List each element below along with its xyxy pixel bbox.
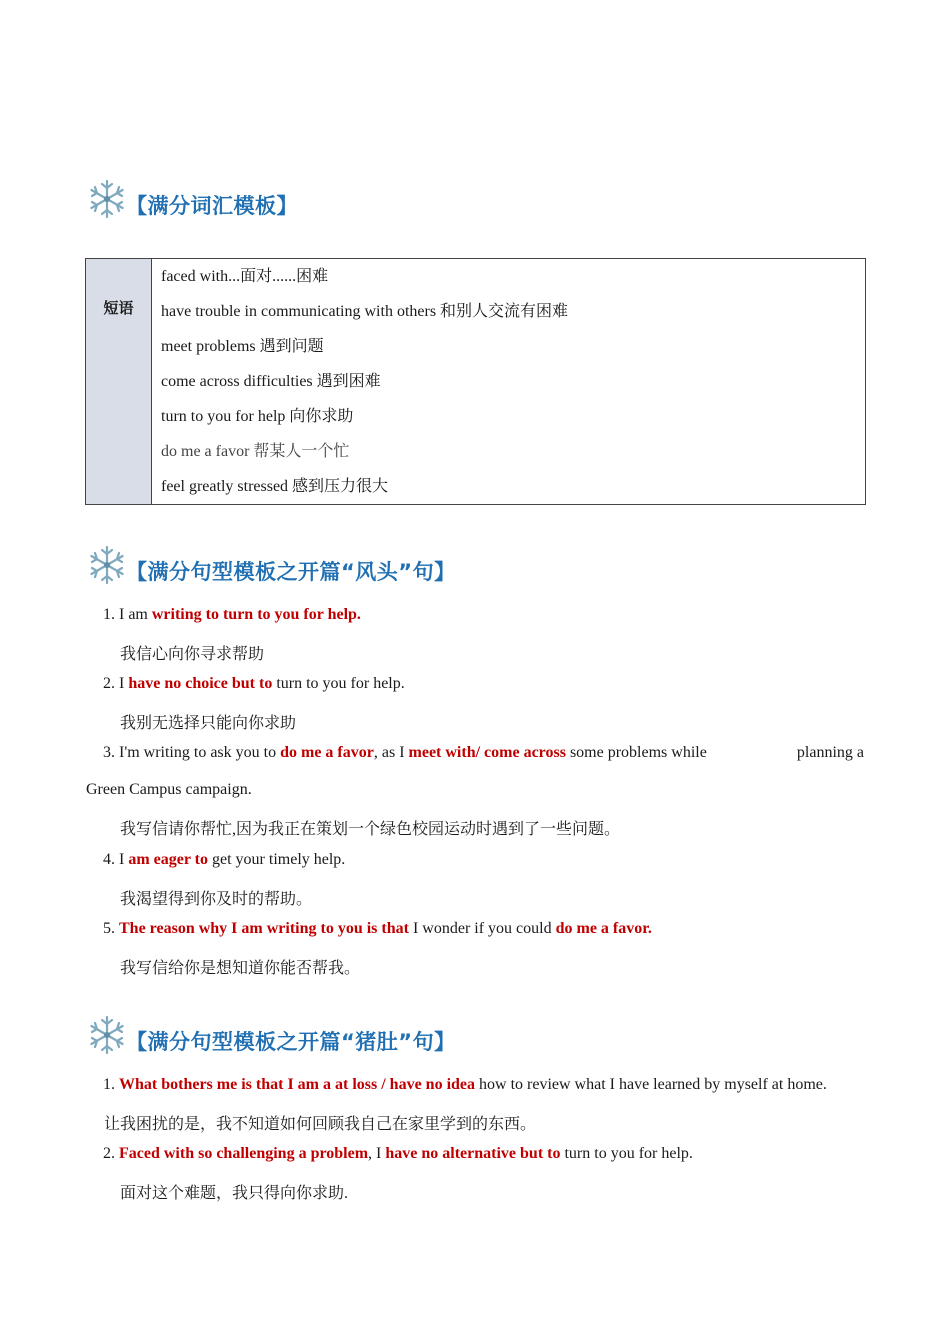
heading-text: 【满分句型模板之开篇“猪肚”句】 <box>126 1030 456 1054</box>
vocabulary-item: do me a favor 帮某人一个忙 <box>161 443 350 460</box>
plain-text: I'm writing to ask you to <box>119 744 281 761</box>
sentence-item <box>103 851 345 869</box>
plain-text: turn to you for help. <box>560 1145 693 1162</box>
plain-text: I <box>119 675 129 692</box>
vocabulary-item: turn to you for help 向你求助 <box>161 408 354 425</box>
vocabulary-label: 短语 <box>103 299 134 317</box>
sentence-item <box>103 920 652 938</box>
snowflake-icon <box>86 178 128 220</box>
translation: 我渴望得到你及时的帮助。 <box>120 891 313 908</box>
vocabulary-item: meet problems 遇到问题 <box>161 338 324 355</box>
item-number: 1. <box>103 1076 119 1093</box>
item-number: 2. <box>103 675 119 692</box>
section-heading-body-sentences <box>86 1012 456 1056</box>
sentence-item <box>103 1076 827 1094</box>
item-number: 3. <box>103 744 119 761</box>
plain-text: some problems while <box>565 744 707 761</box>
plain-text: , as I <box>373 744 409 761</box>
plain-text: I wonder if you could <box>408 920 556 937</box>
vocabulary-item: feel greatly stressed 感到压力很大 <box>161 478 389 495</box>
vocabulary-item: come across difficulties 遇到困难 <box>161 373 381 390</box>
highlight-phrase: writing to turn to you for help. <box>151 606 361 623</box>
highlight-phrase: do me a favor. <box>555 920 652 937</box>
highlight-phrase: am eager to <box>128 851 208 868</box>
translation: 我信心向你寻求帮助 <box>120 646 265 663</box>
sentence-continuation: Green Campus campaign. <box>86 781 252 798</box>
item-number: 1. <box>103 606 119 623</box>
item-number: 4. <box>103 851 119 868</box>
highlight-phrase: Faced with so challenging a problem <box>119 1145 369 1162</box>
vocabulary-table <box>85 258 866 505</box>
highlight-phrase: meet with/ come across <box>408 744 566 761</box>
section-heading-vocabulary <box>86 176 298 220</box>
translation: 我别无选择只能向你求助 <box>120 715 297 732</box>
vocabulary-item: faced with...面对......困难 <box>161 268 329 285</box>
item-number: 5. <box>103 920 119 937</box>
translation: 我写信给你是想知道你能否帮我。 <box>120 960 361 977</box>
plain-text: I am <box>119 606 152 623</box>
highlight-phrase: have no choice but to <box>128 675 273 692</box>
translation: 我写信请你帮忙,因为我正在策划一个绿色校园运动时遇到了一些问题。 <box>120 821 621 838</box>
plain-text: get your timely help. <box>208 851 346 868</box>
sentence-text-right: planning a <box>796 744 864 761</box>
highlight-phrase: have no alternative but to <box>385 1145 561 1162</box>
plain-text: , I <box>368 1145 386 1162</box>
highlight-phrase: The reason why I am writing to you is that <box>119 920 409 937</box>
sentence-item <box>103 606 361 624</box>
snowflake-icon <box>86 1014 128 1056</box>
plain-text: I <box>119 851 129 868</box>
plain-text: how to review what I have learned by myself at home. <box>475 1076 827 1093</box>
sentence-item <box>103 744 707 762</box>
snowflake-icon <box>86 544 128 586</box>
translation: 让我困扰的是，我不知道如何回顾我自己在家里学到的东西。 <box>104 1116 537 1133</box>
sentence-item <box>103 1145 693 1163</box>
vocabulary-label-cell <box>86 259 152 504</box>
sentence-item <box>103 675 405 693</box>
heading-text: 【满分词汇模板】 <box>126 194 298 218</box>
heading-text: 【满分句型模板之开篇“风头”句】 <box>126 560 456 584</box>
plain-text: turn to you for help. <box>272 675 405 692</box>
highlight-phrase: What bothers me is that I am a at loss / have no idea <box>119 1076 476 1093</box>
section-heading-opening-sentences <box>86 542 456 586</box>
vocabulary-item: have trouble in communicating with others 和别人交流有困难 <box>161 303 569 320</box>
highlight-phrase: do me a favor <box>280 744 374 761</box>
translation: 面对这个难题，我只得向你求助. <box>120 1185 349 1202</box>
item-number: 2. <box>103 1145 119 1162</box>
